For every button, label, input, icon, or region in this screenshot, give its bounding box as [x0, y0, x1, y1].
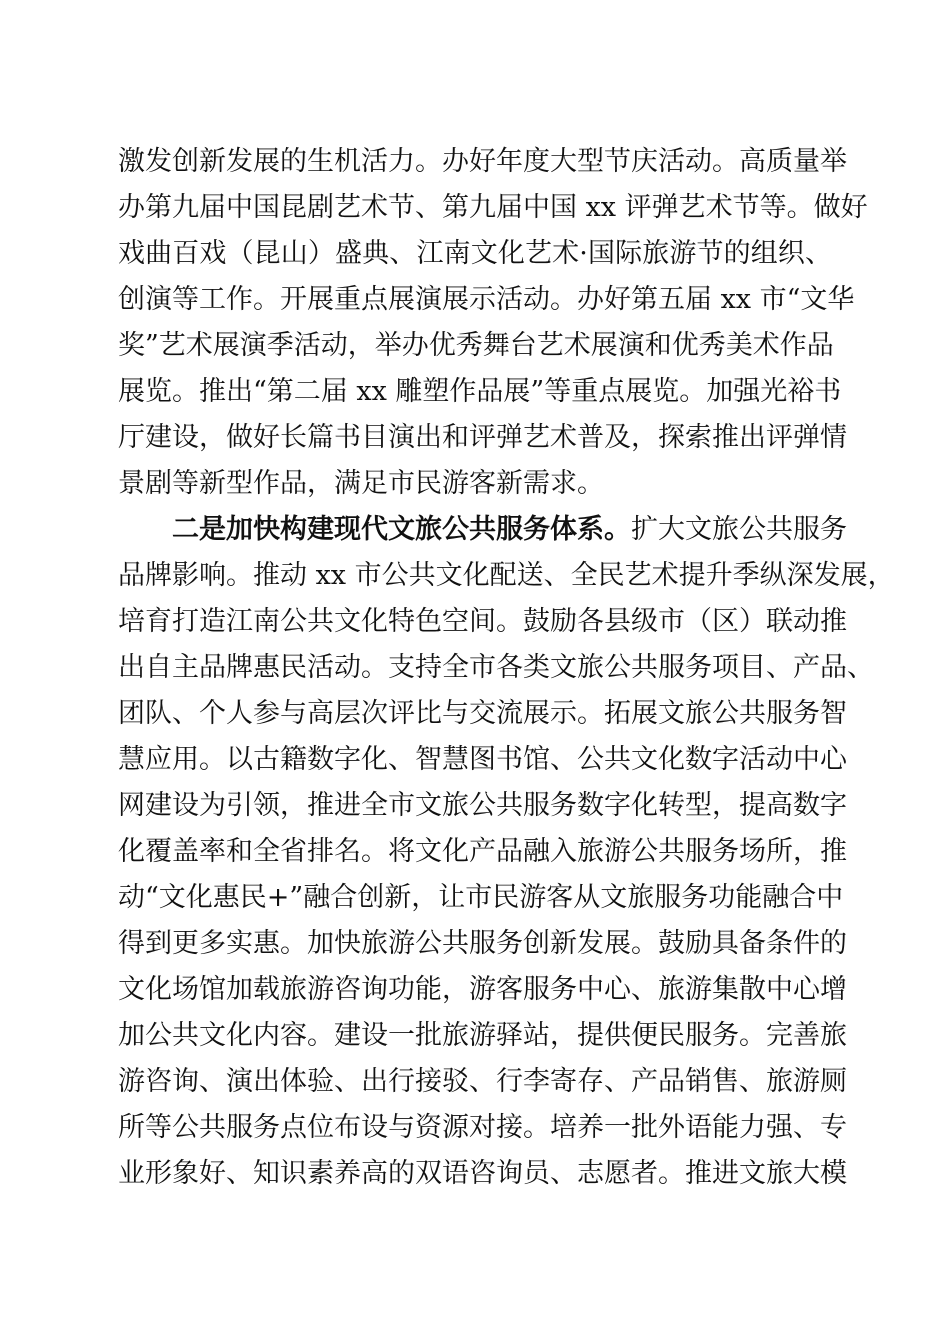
paragraph-lead-text: 扩大文旅公共服务: [631, 514, 847, 545]
text-line: 激发创新发展的生机活力。办好年度大型节庆活动。高质量举: [118, 146, 847, 177]
text-line: 文化场馆加载旅游咨询功能，游客服务中心、旅游集散中心增: [118, 974, 847, 1005]
paragraph-lead-line: [172, 508, 847, 552]
text-line: 办第九届中国昆剧艺术节、第九届中国 xx 评弹艺术节等。做好: [118, 192, 868, 223]
text-line: 团队、个人参与高层次评比与交流展示。拓展文旅公共服务智: [118, 698, 847, 729]
text-line: 网建设为引领，推进全市文旅公共服务数字化转型，提高数字: [118, 790, 847, 821]
text-line: 得到更多实惠。加快旅游公共服务创新发展。鼓励具备条件的: [118, 928, 847, 959]
text-line: 慧应用。以古籍数字化、智慧图书馆、公共文化数字活动中心: [118, 744, 847, 775]
text-line: 景剧等新型作品，满足市民游客新需求。: [118, 468, 604, 499]
text-line: 创演等工作。开展重点展演展示活动。办好第五届 xx 市“文华: [118, 284, 855, 315]
text-line: 戏曲百戏（昆山）盛典、江南文化艺术·国际旅游节的组织、: [118, 238, 832, 269]
text-line: 奖”艺术展演季活动，举办优秀舞台艺术展演和优秀美术作品: [118, 330, 834, 361]
text-line: 游咨询、演出体验、出行接驳、行李寄存、产品销售、旅游厕: [118, 1066, 847, 1097]
text-line: 培育打造江南公共文化特色空间。鼓励各县级市（区）联动推: [118, 606, 847, 637]
text-line: 出自主品牌惠民活动。支持全市各类文旅公共服务项目、产品、: [118, 652, 874, 683]
text-line: 动“文化惠民+”融合创新，让市民游客从文旅服务功能融合中: [118, 882, 844, 913]
text-line: 厅建设，做好长篇书目演出和评弹艺术普及，探索推出评弹情: [118, 422, 847, 453]
text-line: 化覆盖率和全省排名。将文化产品融入旅游公共服务场所，推: [118, 836, 847, 867]
text-line: 品牌影响。推动 xx 市公共文化配送、全民艺术提升季纵深发展，: [118, 560, 895, 591]
text-line: 所等公共服务点位布设与资源对接。培养一批外语能力强、专: [118, 1112, 847, 1143]
text-line: 加公共文化内容。建设一批旅游驿站，提供便民服务。完善旅: [118, 1020, 847, 1051]
text-line: 业形象好、知识素养高的双语咨询员、志愿者。推进文旅大模: [118, 1158, 847, 1189]
text-line: 展览。推出“第二届 xx 雕塑作品展”等重点展览。加强光裕书: [118, 376, 842, 407]
paragraph-heading: 二是加快构建现代文旅公共服务体系。: [172, 514, 631, 545]
